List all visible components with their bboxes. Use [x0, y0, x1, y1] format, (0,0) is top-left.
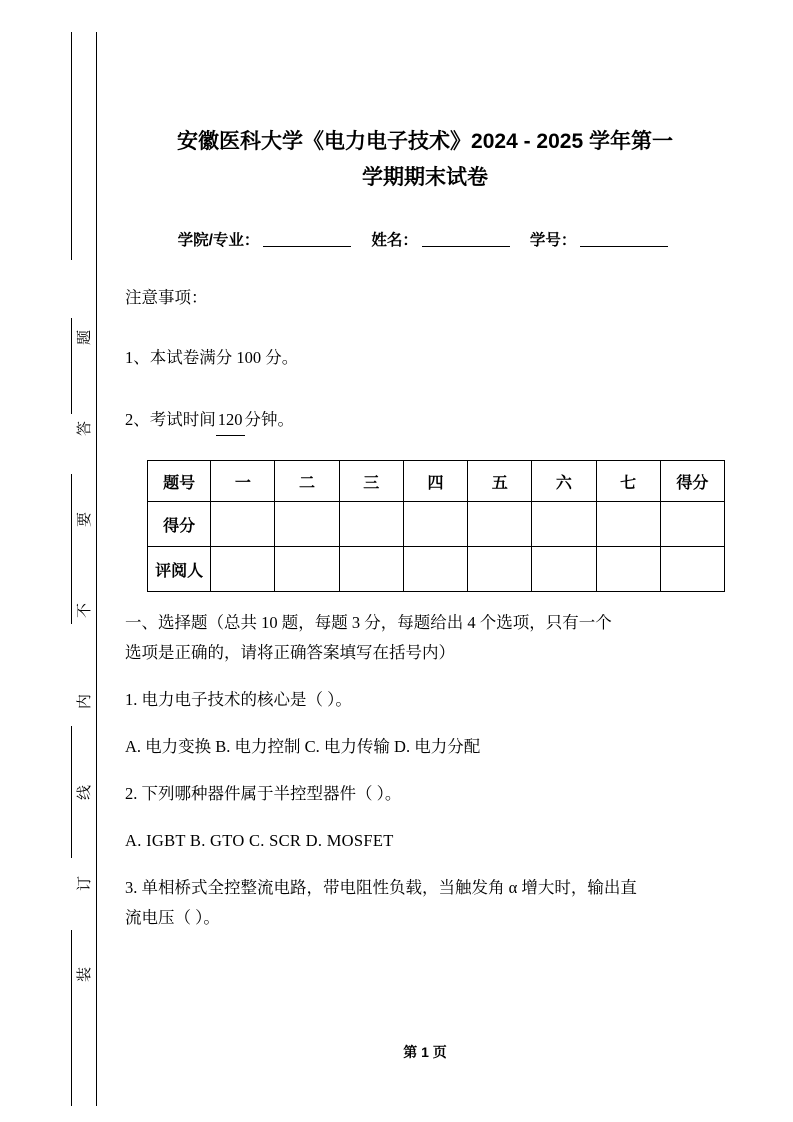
exam-duration-value: 120: [216, 405, 245, 436]
label-rule-segment-3: [71, 474, 72, 624]
student-id-label: 学号：: [529, 232, 577, 249]
score-table-cell[interactable]: [275, 502, 339, 547]
binding-char: 装: [77, 966, 94, 983]
score-table-cell[interactable]: [403, 502, 467, 547]
score-table-cell[interactable]: [211, 547, 275, 592]
score-table-cell[interactable]: [660, 502, 724, 547]
score-table-cell[interactable]: [339, 502, 403, 547]
score-table-cell[interactable]: [403, 547, 467, 592]
binding-char: 线: [77, 784, 94, 801]
score-table-cell[interactable]: [468, 502, 532, 547]
notes-item-2: [125, 405, 725, 436]
score-table-cell[interactable]: [532, 502, 596, 547]
score-table: [147, 460, 725, 592]
notes-item-2-suffix: 分钟。: [244, 410, 294, 429]
score-table-cell[interactable]: [596, 547, 660, 592]
question-3-stem-line-1: 3. 单相桥式全控整流电路，带电阻性负载，当触发角 α 增大时，输出直: [125, 878, 637, 897]
score-table-cell[interactable]: [596, 502, 660, 547]
binding-char: 内: [77, 693, 94, 710]
score-table-cell: 题号: [148, 461, 211, 502]
name-label: 姓名：: [371, 232, 418, 249]
score-table-cell: 六: [532, 461, 596, 502]
label-rule-segment-5: [71, 930, 72, 1106]
page-footer: 第 1 页: [403, 1044, 447, 1060]
notes-item-2-prefix: 2、考试时间: [125, 410, 216, 429]
score-table-cell[interactable]: [275, 547, 339, 592]
sidebar-vertical-rule: [96, 32, 97, 1106]
binding-char: 要: [77, 511, 94, 528]
score-table-cell: 评阅人: [148, 547, 211, 592]
binding-sidebar: [0, 0, 97, 1122]
binding-char: 答: [77, 420, 94, 437]
label-rule-segment-2: [71, 318, 72, 414]
score-table-cell: 得分: [148, 502, 211, 547]
score-table-cell: 五: [468, 461, 532, 502]
question-2-options: A. IGBT B. GTO C. SCR D. MOSFET: [125, 831, 394, 850]
section-one-heading-line-1: 一、选择题（总共 10 题，每题 3 分，每题给出 4 个选项，只有一个: [125, 613, 612, 632]
page-content: [125, 0, 725, 1122]
page-title: [125, 124, 725, 196]
page-title-line-2: 学期期末试卷: [362, 166, 488, 189]
score-table-cell: 一: [211, 461, 275, 502]
label-rule-segment-4: [71, 726, 72, 858]
name-blank[interactable]: [422, 246, 510, 247]
score-table-cell: 得分: [660, 461, 724, 502]
score-table-cell: 四: [403, 461, 467, 502]
question-2-stem: 2. 下列哪种器件属于半控型器件（ ）。: [125, 784, 402, 803]
question-3-stem: [125, 873, 725, 933]
student-info-line: [125, 228, 725, 250]
section-one-heading: [125, 608, 725, 668]
binding-char: 题: [77, 329, 94, 346]
section-one: [125, 608, 725, 933]
score-table-cell: 三: [339, 461, 403, 502]
table-row: [148, 502, 725, 547]
label-rule-segment-1: [71, 32, 72, 260]
college-major-label: 学院/专业：: [177, 232, 260, 249]
student-id-blank[interactable]: [580, 246, 668, 247]
table-row: [148, 547, 725, 592]
score-table-cell: 二: [275, 461, 339, 502]
score-table-cell[interactable]: [339, 547, 403, 592]
binding-char: 不: [77, 602, 94, 619]
binding-char: 订: [77, 875, 94, 892]
binding-line-notice: [76, 330, 96, 1058]
question-1-stem: 1. 电力电子技术的核心是（ ）。: [125, 690, 352, 709]
question-3-stem-line-2: 流电压（ ）。: [125, 908, 220, 927]
score-table-cell[interactable]: [468, 547, 532, 592]
question-1-options: A. 电力变换 B. 电力控制 C. 电力传输 D. 电力分配: [125, 737, 481, 756]
notes-heading: 注意事项：: [125, 288, 208, 307]
notes-item-1: 1、本试卷满分 100 分。: [125, 348, 299, 367]
score-table-cell: 七: [596, 461, 660, 502]
table-row: [148, 461, 725, 502]
score-table-cell[interactable]: [660, 547, 724, 592]
score-table-cell[interactable]: [211, 502, 275, 547]
college-major-blank[interactable]: [263, 246, 351, 247]
section-one-heading-line-2: 选项是正确的，请将正确答案填写在括号内）: [125, 643, 455, 662]
page-title-line-1: 安徽医科大学《电力电子技术》2024 - 2025 学年第一: [177, 130, 673, 153]
score-table-cell[interactable]: [532, 547, 596, 592]
